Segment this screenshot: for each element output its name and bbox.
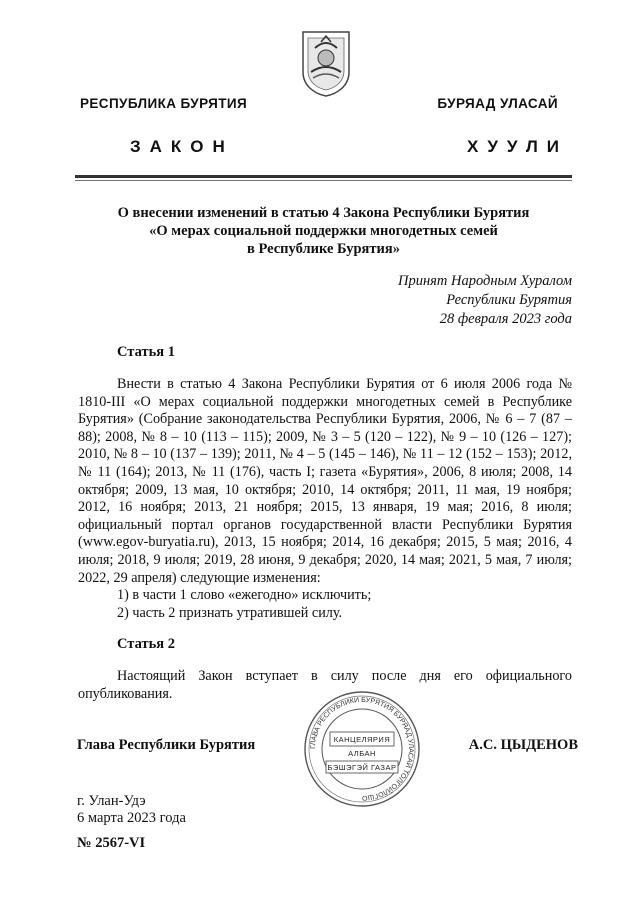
article2-text: Настоящий Закон вступает в силу после дня его официального опубликования.: [78, 668, 572, 702]
article1-title: Статья 1: [117, 344, 175, 360]
article1-intro: Внести в статью 4 Закона Республики Бурятия от 6 июля 2006 года № 1810-III «О мерах социальной поддержки многодетных семей в Республике Бурятия» (Собрание законодательства Республики Бурятия, 2006, № 6 – 7 (87 – 88); 2008, № 8 – 10 (113 – 115); 2009, № 3 – 5 (120 – 122), № 9 – 10 (126 – 127); 2010, № 8 – 10 (137 – 139); 2011, № 4 – 5 (145 – 146), № 11 – 12 (152 – 153); 2012, № 11 (164); 2013, № 11 (176), часть I; газета «Бурятия», 2006, 8 июля; 2008, 14 октября; 2009, 13 мая, 10 октября; 2010, 14 октября; 2011, 11 мая, 19 ноября; 2012, 16 ноября; 2013, 21 ноября; 2015, 13 января, 19 мая; 2016, 8 июля; официальный портал органов государственной власти Республики Бурятия (www.egov-buryatia.ru), 2013, 15 ноября; 2014, 16 декабря; 2015, 5 мая; 2016, 4 июля; 2018, 9 июля; 2019, 28 июня, 9 декабря; 2020, 14 мая; 2021, 5 мая, 7 июля; 2022, 29 апреля) следующие изменения:: [78, 376, 572, 586]
stamp-ring-text: ГЛАВА РЕСПУБЛИКИ БУРЯТИЯ БУРЯАД УЛАСАЙ ТОЛГОЙЛОГШО: [309, 696, 415, 802]
adoption-note: [398, 272, 572, 329]
article1-item1: 1) в части 1 слово «ежегодно» исключить;: [117, 587, 372, 604]
article1-body: [78, 376, 572, 622]
adoption-line2: Республики Бурятия: [446, 292, 572, 308]
law-title: [75, 204, 572, 258]
adoption-line1: Принят Народным Хуралом: [397, 273, 572, 289]
signing-city: г. Улан-Удэ: [77, 793, 146, 809]
stamp-line3: БЭШЭГЭЙ ГАЗАР: [327, 763, 397, 772]
article2-title: Статья 2: [117, 636, 175, 652]
emblem-icon: [299, 28, 353, 98]
signatory-name: А.С. ЦЫДЕНОВ: [468, 737, 578, 753]
signatory-position: Глава Республики Бурятия: [77, 737, 256, 753]
law-label-buryat: ХУУЛИ: [467, 137, 568, 156]
official-stamp: [302, 689, 422, 809]
law-number: № 2567-VI: [77, 835, 146, 851]
signing-date: 6 марта 2023 года: [77, 810, 186, 826]
law-title-line2: «О мерах социальной поддержки многодетных семей: [149, 223, 498, 239]
law-title-line1: О внесении изменений в статью 4 Закона Республики Бурятия: [117, 205, 530, 221]
place-and-date: [77, 793, 186, 827]
header-divider: [75, 175, 572, 178]
law-label-russian: ЗАКОН: [130, 137, 234, 156]
article1-item2: 2) часть 2 признать утратившей силу.: [117, 604, 343, 621]
law-title-line3: в Республике Бурятия»: [247, 241, 400, 257]
header-divider-thin: [75, 180, 572, 181]
stamp-line2: АЛБАН: [348, 749, 376, 758]
stamp-line1: КАНЦЕЛЯРИЯ: [333, 735, 391, 744]
header-left-title: РЕСПУБЛИКА БУРЯТИЯ: [80, 96, 248, 111]
header-right-title: БУРЯАД УЛАСАЙ: [437, 96, 558, 111]
adoption-date: 28 февраля 2023 года: [439, 311, 572, 327]
